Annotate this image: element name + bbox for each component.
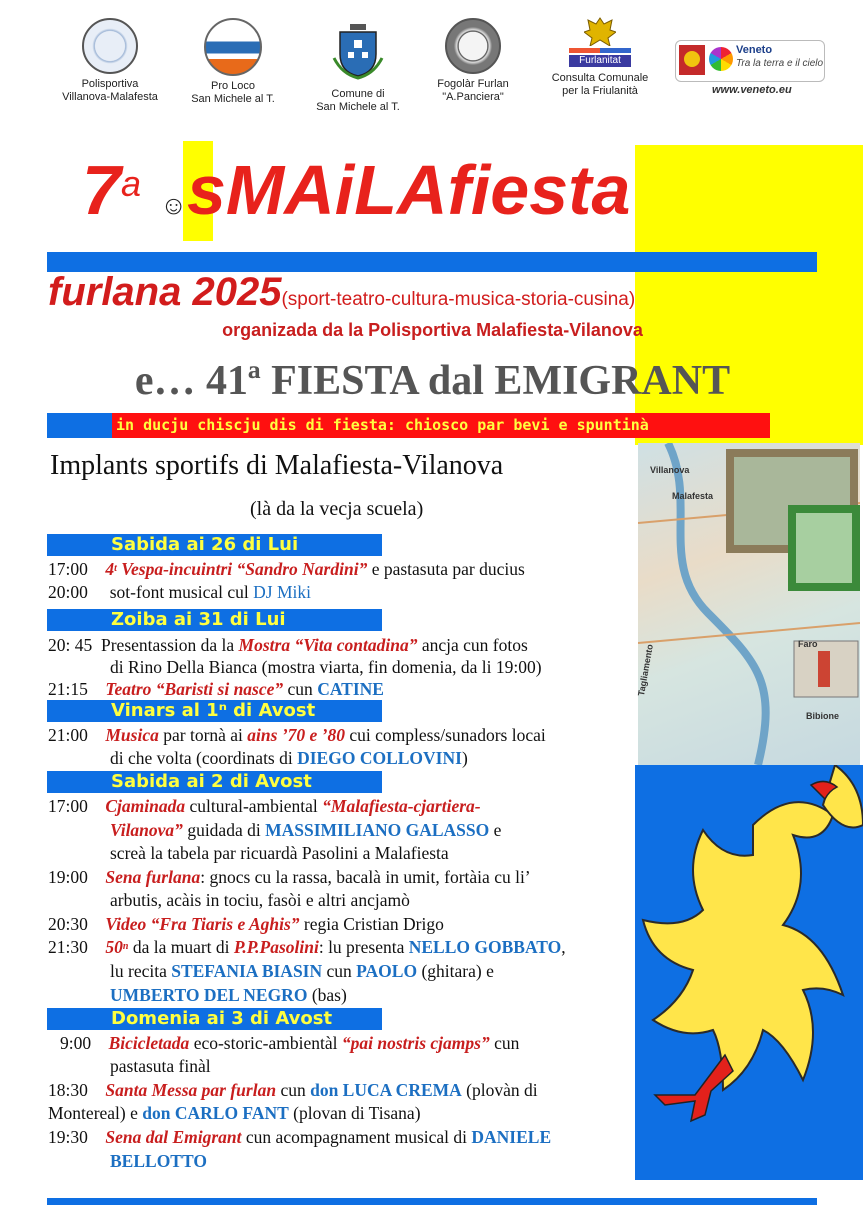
event-line [48, 795, 481, 817]
event-line-cont [48, 1102, 421, 1124]
event-line [48, 558, 525, 580]
event-line [48, 936, 566, 958]
event-time: 20: 45 [48, 635, 93, 655]
fiesta-title: e… 41ª FIESTA dal EMIGRANT [134, 358, 731, 404]
event-title: Video “Fra Tiaris e Aghis” [105, 914, 300, 934]
event-desc: (bas) [307, 985, 347, 1005]
kiosk-banner: in ducju chiscju dis di fiesta: chiosco par bevi e spuntinà [112, 413, 770, 438]
logo-label-line1: Pro Loco [210, 80, 256, 92]
event-time: 21:00 [48, 725, 88, 745]
map-label-bibione: Bibione [806, 711, 839, 721]
smiley-icon: ☺ [160, 190, 187, 220]
event-time: 20:30 [48, 914, 88, 934]
event-performer: STEFANIA BIASIN [171, 961, 323, 981]
logo-label-line1: Consulta Comunale [551, 72, 649, 84]
veneto-name: Veneto [736, 44, 773, 56]
event-desc: , [561, 937, 566, 957]
event-title: Mostra “Vita contadina” [238, 635, 418, 655]
event-time: 9:00 [60, 1033, 92, 1053]
event-performer: DANIELE [471, 1127, 552, 1147]
event-desc: di che volta (coordinats di [110, 748, 298, 768]
friulian-eagle-icon [635, 765, 863, 1180]
event-desc: ) [461, 748, 468, 768]
event-line-cont [110, 984, 347, 1006]
veneto-url: www.veneto.eu [712, 84, 792, 96]
organizer-line: organizada da la Polisportiva Malafiesta-Vilanova [222, 320, 643, 340]
event-title: Santa Messa par furlan [105, 1080, 277, 1100]
event-performer: BELLOTTO [110, 1151, 207, 1171]
event-line [48, 866, 531, 888]
main-title [82, 150, 630, 245]
event-line-cont [110, 960, 494, 982]
event-title: Cjaminada [105, 796, 186, 816]
event-desc: cun [276, 1080, 311, 1100]
banner-blue-lead [47, 413, 115, 438]
logo-label-line1: Fogolàr Furlan [437, 78, 509, 90]
logo-comune [302, 18, 414, 114]
event-time: 17:00 [48, 796, 88, 816]
lion-icon [679, 45, 705, 75]
event-performer: MASSIMILIANO GALASSO [265, 820, 490, 840]
flag-blue-field [635, 765, 863, 1180]
event-desc: cun [322, 961, 357, 981]
event-performer: UMBERTO DEL NEGRO [110, 985, 308, 1005]
veneto-tagline: Tra la terra e il cielo [736, 58, 824, 69]
event-time: 21:30 [48, 937, 88, 957]
event-title: Sena dal Emigrant [105, 1127, 242, 1147]
event-line-cont: di Rino Della Bianca (mostra viarta, fin domenia, da li 19:00) [110, 657, 542, 677]
event-ordinal-sup: t [114, 563, 117, 574]
event-desc: guidada di [182, 820, 266, 840]
fogolar-emblem-icon [445, 18, 501, 74]
logo-consulta [540, 16, 660, 98]
event-time: 18:30 [48, 1080, 88, 1100]
event-desc: regia Cristian Drigo [299, 914, 444, 934]
venue-title: Implants sportifs di Malafiesta-Vilanova [50, 450, 504, 481]
event-desc: par tornà ai [158, 725, 248, 745]
venue-note: (là da la vecja scuela) [250, 498, 424, 520]
event-title: Musica [105, 725, 159, 745]
subtitle [48, 268, 635, 324]
subtitle-topics: (sport-teatro-cultura-musica-storia-cusina) [281, 289, 636, 310]
furlanitat-badge: Furlanitat [569, 55, 631, 67]
event-title: Teatro “Baristi si nasce” [105, 679, 284, 699]
event-performer: don CARLO FANT [142, 1103, 289, 1123]
event-desc: Montereal) e [48, 1103, 143, 1123]
flag-stripe [569, 48, 631, 53]
event-line-cont: arbutis, acàis in tociu, fasòi e altri ancjamò [110, 890, 410, 910]
event-title: “Malafiesta-cjartiera- [322, 796, 481, 816]
event-desc: (plovàn di [461, 1080, 538, 1100]
event-time: 17:00 [48, 559, 88, 579]
event-performer: NELLO GOBBATO [408, 937, 562, 957]
eagle-icon [584, 16, 616, 46]
event-line-cont [110, 747, 468, 769]
coat-of-arms-icon [330, 18, 386, 80]
event-performer: don LUCA CREMA [310, 1080, 462, 1100]
event-desc: (plovan di Tisana) [288, 1103, 421, 1123]
day-header-vinars-1: Vinars al 1ⁿ di Avost [47, 700, 382, 722]
event-desc: e [489, 820, 502, 840]
event-desc: eco-storic-ambientàl [189, 1033, 342, 1053]
event-desc: da la muart di [128, 937, 234, 957]
day-header-domenia-3: Domenia ai 3 di Avost [47, 1008, 382, 1030]
subtitle-main: furlana 2025 [48, 270, 282, 314]
pro-loco-emblem-icon [204, 18, 262, 76]
logo-label-line2: San Michele al T. [191, 93, 275, 105]
event-time: 19:30 [48, 1127, 88, 1147]
day-header-zoiba-31: Zoiba ai 31 di Lui [47, 609, 382, 631]
event-desc: lu recita [110, 961, 172, 981]
map-label-faro: Faro [798, 639, 818, 649]
event-line [48, 724, 546, 746]
event-desc: Presentassion da la [101, 635, 239, 655]
logo-pro-loco [178, 18, 288, 106]
event-line-cont: pastasuta finàl [110, 1056, 211, 1076]
event-line [48, 1126, 551, 1148]
logo-fogolar-furlan [425, 18, 521, 104]
event-line [48, 581, 311, 603]
event-desc: (ghitara) e [417, 961, 494, 981]
event-time: 19:00 [48, 867, 88, 887]
map-label-river: Tagliamento [636, 643, 655, 697]
event-desc: cun [489, 1033, 520, 1053]
veneto-star-icon [709, 47, 733, 71]
event-performer: DJ Miki [253, 582, 311, 602]
day-header-sabida-2: Sabida ai 2 di Avost [47, 771, 382, 793]
event-line [48, 913, 444, 935]
logo-label-line1: Polisportiva [81, 78, 139, 90]
logo-label-line2: San Michele al T. [316, 101, 400, 113]
event-desc: : lu presenta [318, 937, 409, 957]
logo-label-line1: Comune di [331, 88, 385, 100]
event-title: Vilanova” [110, 820, 183, 840]
event-title: 50 [105, 937, 123, 957]
event-line [60, 1032, 519, 1054]
edition-number: 7 [82, 151, 121, 229]
event-desc: cultural-ambiental [185, 796, 323, 816]
event-title: ains ’70 e ’80 [247, 725, 345, 745]
event-desc: sot-font musical cul [109, 582, 254, 602]
logo-label-line2: "A.Panciera" [442, 91, 504, 103]
event-line-cont [110, 819, 501, 841]
event-desc: cun [283, 679, 318, 699]
event-line [48, 678, 384, 700]
event-line-cont [110, 1150, 207, 1172]
event-title: Sena furlana [105, 867, 201, 887]
event-time: 20:00 [48, 582, 88, 602]
event-time: 21:15 [48, 679, 88, 699]
footer-blue-band [47, 1198, 817, 1205]
event-desc: cun acompagnament musical di [241, 1127, 472, 1147]
day-header-sabida-26: Sabida ai 26 di Lui [47, 534, 382, 556]
event-line [48, 634, 528, 656]
event-line [48, 1079, 538, 1101]
logo-polisportiva [45, 18, 175, 104]
event-name: sMAiLAfiesta [186, 151, 631, 229]
event-title: “pai nostris cjamps” [341, 1033, 490, 1053]
event-performer: DIEGO COLLOVINI [297, 748, 462, 768]
event-title: Bicicletada [108, 1033, 190, 1053]
map-photo-collage [638, 443, 860, 765]
event-ordinal: 4 [105, 559, 115, 579]
event-title: Vespa-incuintri “Sandro Nardini” [121, 559, 368, 579]
event-ordinal-sup: n [122, 941, 129, 952]
map-label-malafesta: Malafesta [672, 491, 714, 501]
logo-label-line2: Villanova-Malafesta [62, 91, 158, 103]
event-desc: ancja cun fotos [417, 635, 528, 655]
map-label-villanova: Villanova [650, 465, 690, 475]
event-performer: PAOLO [356, 961, 418, 981]
event-line-cont: screà la tabela par ricuardà Pasolini a Malafiesta [110, 843, 449, 863]
event-desc: e pastasuta par ducius [367, 559, 525, 579]
event-performer: CATINE [317, 679, 384, 699]
event-desc: : gnocs cu la rassa, bacalà in umit, fortàia cu li’ [200, 867, 531, 887]
polisportiva-emblem-icon [82, 18, 138, 74]
logo-veneto [675, 40, 825, 82]
event-desc: cui compless/sunadors locai [345, 725, 546, 745]
edition-ordinal: a [120, 163, 141, 204]
event-title: P.P.Pasolini [233, 937, 319, 957]
logo-label-line2: per la Friulanità [562, 85, 638, 97]
